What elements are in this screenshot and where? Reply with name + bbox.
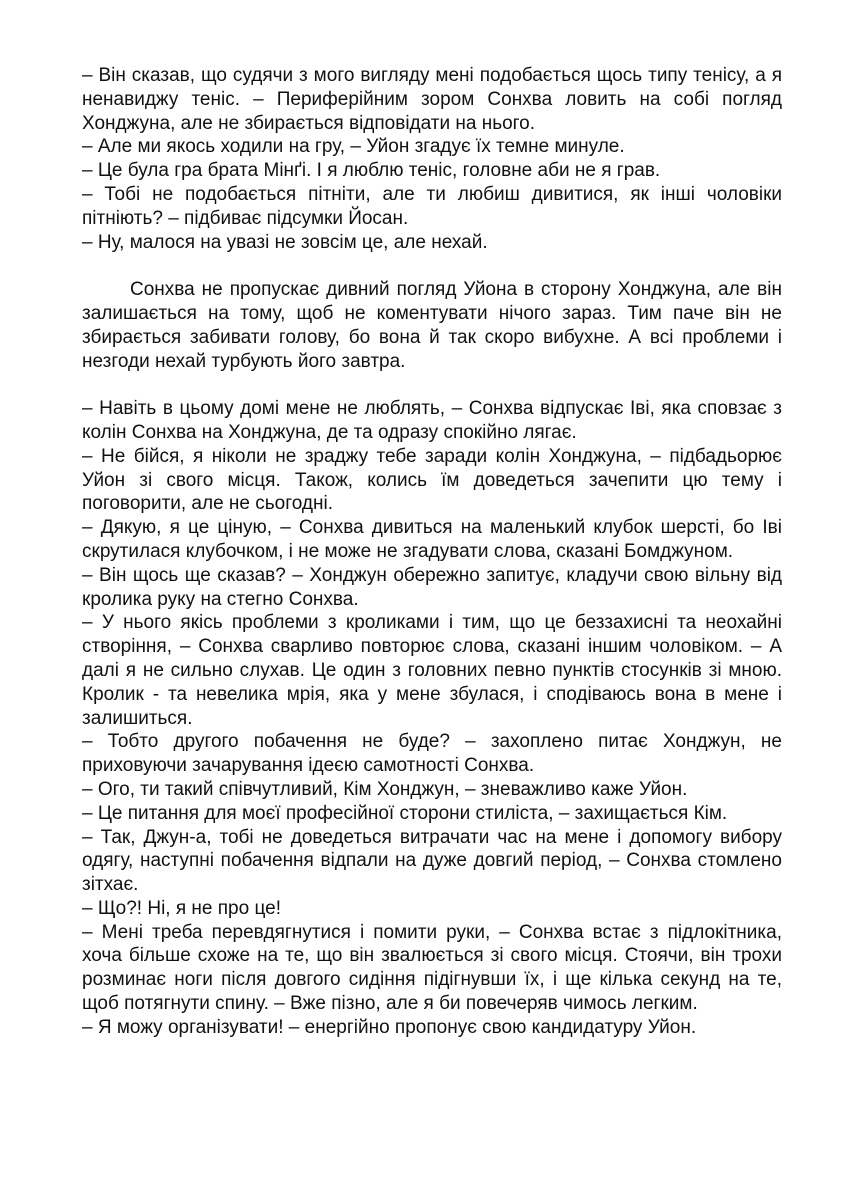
dialogue-line: – Мені треба перевдягнутися і помити руки, – Сонхва встає з підлокітника, хоча більше схоже на те, що він звалюється зі свого місця. Стоячи, він трохи розминає ноги після довгого сидіння підігнувши їх, і ще кілька секунд на те, щоб потягнути спину. – Вже пізно, але я би повечеряв чимось легким. [82, 921, 782, 1015]
dialogue-line: – Так, Джун-а, тобі не доведеться витрачати час на мене і допомогу вибору одягу, наступні побачення відпали на дуже довгий період, – Сонхва стомлено зітхає. [82, 826, 782, 896]
document-page [82, 64, 782, 1040]
dialogue-line: – Що?! Ні, я не про це! [82, 897, 281, 919]
dialogue-line: – У нього якісь проблеми з кроликами і тим, що це беззахисні та неохайні створіння, – Сонхва сварливо повторює слова, сказані іншим чоловіком. – А далі я не сильно слухав. Це один з головних певно пунктів стосунків зі мною. Кролик - та невелика мрія, яка у мене збулася, і сподіваюсь вона в мене і залишиться. [82, 612, 782, 729]
dialogue-line: – Тобі не подобається пітніти, але ти любиш дивитися, як інші чоловіки пітніють? – підбиває підсумки Йосан. [82, 183, 782, 229]
dialogue-line: – Я можу організувати! – енергійно пропонує свою кандидатуру Уйон. [82, 1016, 697, 1038]
paragraph-gap [82, 254, 782, 278]
dialogue-line: – Не бійся, я ніколи не зраджу тебе заради колін Хонджуна, – підбадьорює Уйон зі свого місця. Також, колись їм доведеться зачепити цю тему і поговорити, але не сьогодні. [82, 445, 782, 515]
dialogue-line: – Навіть в цьому домі мене не люблять, – Сонхва відпускає Іві, яка сповзає з колін Сонхва на Хонджуна, де та одразу спокійно лягає. [82, 398, 782, 443]
dialogue-line: – Це питання для моєї професійної сторони стиліста, – захищається Кім. [82, 802, 728, 824]
paragraph-gap [82, 373, 782, 397]
dialogue-line: – Але ми якось ходили на гру, – Уйон згадує їх темне минуле. [82, 136, 625, 158]
dialogue-line: – Ну, малося на увазі не зовсім це, але нехай. [82, 231, 488, 253]
dialogue-line: – Він сказав, що судячи з мого вигляду мені подобається щось типу тенісу, а я ненавиджу теніс. – Периферійним зором Сонхва ловить на собі погляд Хонджуна, але не збирається відповідати на нього. [82, 65, 782, 134]
dialogue-line: – Він щось ще сказав? – Хонджун обережно запитує, кладучи свою вільну від кролика руку на стегно Сонхва. [82, 564, 782, 610]
dialogue-line: – Тобто другого побачення не буде? – захоплено питає Хонджун, не приховуючи зачарування ідеєю самотності Сонхва. [82, 731, 782, 777]
dialogue-line: – Ого, ти такий співчутливий, Кім Хонджун, – зневажливо каже Уйон. [82, 778, 688, 800]
dialogue-line: – Це була гра брата Мінґі. І я люблю теніс, головне аби не я грав. [82, 160, 661, 182]
narrative-paragraph: Сонхва не пропускає дивний погляд Уйона в сторону Хонджуна, але він залишається на тому, щоб не коментувати нічого зараз. Тим паче він не збирається забивати голову, бо вона й так скоро вибухне. А всі проблеми і незгоди нехай турбують його завтра. [82, 279, 782, 372]
dialogue-line: – Дякую, я це ціную, – Сонхва дивиться на маленький клубок шерсті, бо Іві скрутилася клубочком, і не може не згадувати слова, сказані Бомджуном. [82, 517, 782, 562]
